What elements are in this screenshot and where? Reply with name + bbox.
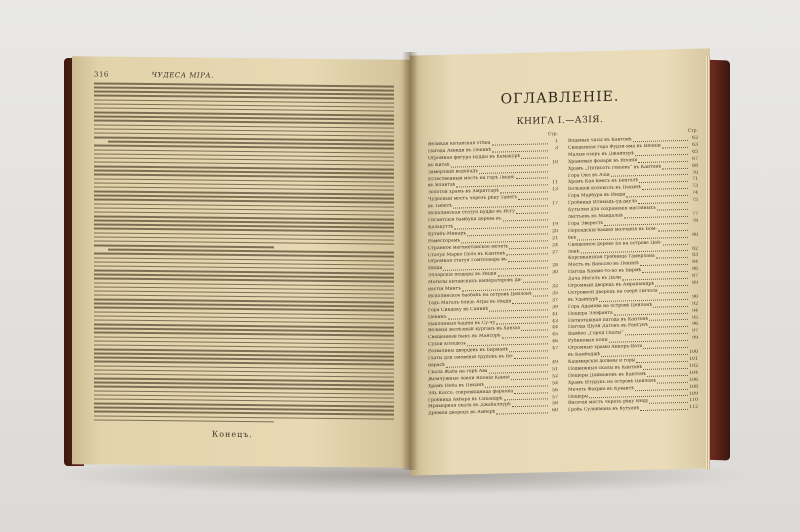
toc-entry-title: Бутылки для сохраненія масляныхъ <box>568 205 656 213</box>
toc-entry-title: Гора Марбура въ Индіи <box>568 192 626 200</box>
toc-entry-title: Гора Эверестъ <box>568 220 604 227</box>
toc-leader-dots <box>502 333 549 339</box>
toc-entry-title: Вамбоо „Город Скалы“ <box>568 330 624 338</box>
toc-entry-page: 58 <box>552 401 558 407</box>
toc-entry-page: 30 <box>552 270 558 276</box>
toc-entry-title: Естественный мостъ на горѣ Лиань <box>428 174 515 182</box>
toc-entry-title: Священный быкъ въ Майсорѣ <box>428 333 501 341</box>
toc-entry-title: въ Китаѣ <box>428 162 450 168</box>
toc-entry-page: 37 <box>552 297 558 304</box>
toc-leader-dots <box>614 309 688 316</box>
toc-entry-title: Островной дворецъ на озерѣ Пичола <box>568 288 658 296</box>
toc-entry-title: въ Удайпурѣ <box>568 296 599 303</box>
toc-entry-page: 84 <box>692 259 698 266</box>
toc-entry-title: Мечеть Фахрие въ Кувайтѣ <box>568 385 634 393</box>
book-gutter <box>402 52 418 470</box>
toc-entry-page: 109 <box>689 391 698 397</box>
toc-entry-title: Храмъ Кая Квесъ въ Бенгалѣ <box>568 178 639 186</box>
right-page <box>410 48 710 475</box>
toc-entry-page: 100 <box>689 349 698 355</box>
toc-entry-title: Рамессорамъ <box>428 238 461 244</box>
toc-entry-title: въ Ялантаѣ <box>428 182 456 189</box>
toc-leader-dots <box>467 340 548 347</box>
toc-entry-page: 28 <box>552 263 558 269</box>
toc-leader-dots <box>642 267 688 273</box>
toc-entry-page: 52 <box>552 373 558 380</box>
toc-entry-title: Водяные часы въ Кантонѣ <box>568 137 632 144</box>
toc-entry-title: Храмъ „Пятисотъ геніевъ“ въ Кантонѣ <box>568 164 662 172</box>
toc-leader-dots <box>516 208 548 214</box>
toc-leader-dots <box>638 157 688 163</box>
toc-leader-dots <box>601 350 688 357</box>
toc-entry-title: лонѣ <box>568 249 580 255</box>
toc-leader-dots <box>589 391 688 398</box>
toc-leader-dots <box>508 257 548 263</box>
toc-leader-dots <box>514 353 548 359</box>
toc-entry-title: Великій желѣзный курганъ въ Ханьхо <box>428 326 521 334</box>
toc-column-2 <box>568 129 698 415</box>
toc-entry-title: Скала Жаба на горѣ Ава <box>428 368 488 376</box>
toc-leader-dots <box>512 402 548 408</box>
toc-entry-page: 51 <box>552 366 558 373</box>
toc-entry-title: Пекинъ <box>428 314 447 320</box>
toc-entry-title: Кашмирскія долины и горы <box>568 358 636 365</box>
toc-entry-page: 80 <box>692 232 698 238</box>
toc-entry-page: 45 <box>552 332 558 338</box>
toc-leader-dots <box>496 319 548 325</box>
toc-title: ОГЛАВЛЕНІЕ. <box>500 88 620 108</box>
toc-leader-dots <box>492 139 548 145</box>
toc-leader-dots <box>662 163 688 169</box>
toc-entry-page: 112 <box>689 404 698 411</box>
toc-entry-page: 83 <box>692 253 698 259</box>
toc-entry-page: 54 <box>552 380 558 386</box>
toc-leader-dots <box>506 250 548 256</box>
toc-entry-page: 97 <box>692 329 698 335</box>
toc-entry-title: Священная гора Фудзи-яма въ Японіи <box>568 143 661 151</box>
toc-entry-page: 108 <box>689 384 698 390</box>
toc-entry-title: Великая китайская стѣна <box>428 140 491 148</box>
toc-leader-dots <box>509 243 548 249</box>
toc-leader-dots <box>635 150 688 156</box>
toc-entry-title: Малыя озеръ въ Джайпурѣ <box>568 151 634 158</box>
toc-entry-title: Огромные храмы Анкоръ-Вата <box>568 344 643 351</box>
toc-leader-dots <box>656 253 688 259</box>
toc-entry-page: 63 <box>692 142 698 148</box>
left-body-text <box>94 82 394 426</box>
toc-entry-title: Развалины дворцевъ въ Бирманѣ <box>428 347 509 355</box>
left-running-title: ЧУДЕСА МІРА. <box>151 71 214 80</box>
toc-entry-title: Калькуттѣ <box>428 224 454 231</box>
toc-leader-dots <box>500 188 548 194</box>
toc-entry-page: 62 <box>692 135 698 141</box>
toc-leader-dots <box>512 298 548 304</box>
toc-entry-page: 94 <box>692 308 698 314</box>
toc-leader-dots <box>533 291 548 296</box>
toc-entry-title: Большой колоколъ въ Пекинѣ <box>568 185 641 193</box>
right-page-edges <box>706 56 710 470</box>
toc-entry-title: Тадъ Магалъ близь Агры въ Индіи <box>428 299 512 307</box>
toc-entry-title: Рубиновые копи <box>568 338 608 345</box>
toc-leader-dots <box>626 191 688 197</box>
toc-leader-dots <box>659 288 688 294</box>
toc-leader-dots <box>599 295 688 302</box>
toc-entry-title: Гора Синдоку въ Санинѣ <box>428 306 489 313</box>
toc-entry-page: 92 <box>692 301 698 307</box>
toc-column-2-head: Стр. <box>687 128 698 134</box>
toc-entry-page: 19 <box>552 221 558 228</box>
toc-entry-page: 65 <box>692 149 698 155</box>
toc-leader-dots <box>516 174 548 180</box>
toc-entry-title: Гхаты для омовеній трупокъ въ Бе- <box>428 354 514 362</box>
toc-leader-dots <box>454 222 548 229</box>
toc-leader-dots <box>511 374 548 380</box>
toc-leader-dots <box>643 364 688 370</box>
toc-book-heading: КНИГА I.—АЗІЯ. <box>516 114 604 128</box>
toc-leader-dots <box>663 239 688 245</box>
toc-entry-page: 87 <box>692 273 698 279</box>
toc-leader-dots <box>638 198 688 204</box>
toc-leader-dots <box>503 215 548 221</box>
toc-entry-title: Пещеры <box>568 393 589 400</box>
toc-leader-dots <box>635 384 688 390</box>
toc-leader-dots <box>518 195 548 201</box>
toc-entry-page: 99 <box>692 335 698 342</box>
toc-leader-dots <box>636 357 688 363</box>
toc-entry-title: нарасѣ <box>428 362 445 369</box>
toc-entry-title: Странное магометанское мечеть <box>428 243 509 251</box>
toc-leader-dots <box>514 388 548 394</box>
toc-entry-title: Жемчужные ловли Японіи Канна <box>428 375 510 383</box>
toc-entry-title: Сухой колодезь <box>428 341 466 348</box>
toc-leader-dots <box>649 398 688 404</box>
toc-entry-title: Пещера Элефанта <box>568 310 613 317</box>
end-text: Конецъ. <box>212 429 253 440</box>
toc-entry-title: Мраморная скала въ Джабалпурѣ <box>428 402 511 410</box>
toc-entry-page: 41 <box>552 311 558 317</box>
toc-entry-page: 102 <box>689 363 698 369</box>
toc-leader-dots <box>451 160 548 167</box>
toc-entry-page: 110 <box>689 398 698 404</box>
toc-leader-dots <box>496 409 548 415</box>
toc-entry-title: Огромный дворецъ въ Амрашандрѣ <box>568 281 655 289</box>
toc-entry-page: 96 <box>692 322 698 328</box>
toc-entry-title: Кутабъ-Минаръ <box>428 231 467 238</box>
toc-entry-title: Древній дворецъ въ Амберѣ <box>428 409 496 417</box>
toc-leader-dots <box>649 315 688 321</box>
toc-leader-dots <box>467 229 548 236</box>
toc-entry-page: 70 <box>692 170 698 176</box>
toc-entry-title: Корсиканская гробница Тамерлана <box>568 254 655 262</box>
toc-leader-dots <box>658 226 688 232</box>
toc-column-1 <box>428 132 558 418</box>
toc-leader-dots <box>521 153 548 159</box>
toc-entry-page: 20 <box>552 228 558 234</box>
toc-entry-page: 75 <box>692 197 698 203</box>
toc-entry-title: Исполинская статуя Будды въ Исгу <box>428 209 515 217</box>
toc-leader-dots <box>489 305 548 311</box>
toc-entry-title: Гробница Акбара въ Сикандрѣ <box>428 395 503 403</box>
toc-entry-title: Исполинское баобабъ на островѣ Цейлонѣ <box>428 291 532 300</box>
toc-leader-dots <box>456 181 548 188</box>
toc-leader-dots <box>479 167 548 174</box>
toc-entry-page: 24 <box>552 242 558 248</box>
toc-entry-page: 56 <box>552 387 558 393</box>
toc-entry-page: 3 <box>555 145 558 152</box>
toc-entry-page: 71 <box>692 177 698 183</box>
toc-entry-page: 32 <box>552 284 558 290</box>
toc-entry-title: Мостъ въ Ваньсяо въ Пекинѣ <box>568 261 639 269</box>
text-line <box>94 419 274 422</box>
toc-entry-page: 46 <box>552 339 558 345</box>
toc-entry-page: 89 <box>692 280 698 286</box>
toc-leader-dots <box>453 201 548 208</box>
toc-entry-page: 106 <box>689 377 698 383</box>
toc-leader-dots <box>609 336 688 343</box>
toc-entry-title: Золотой храмъ въ Амритсарѣ <box>428 188 499 196</box>
toc-entry-title: Подвижныя скалы въ Кантонѣ <box>568 364 643 372</box>
toc-leader-dots <box>611 170 688 177</box>
toc-leader-dots <box>633 136 688 142</box>
toc-entry-title: Эллорскія пещеры въ Индіи <box>428 271 497 279</box>
toc-leader-dots <box>521 326 548 332</box>
toc-leader-dots <box>489 367 548 373</box>
toc-entry-title: Огромная фигура Будды въ Камакурѣ <box>428 153 521 162</box>
toc-leader-dots <box>498 271 548 277</box>
toc-leader-dots <box>643 343 688 349</box>
toc-leader-dots <box>492 146 548 152</box>
toc-entry-title: Могилы китайскихъ императоровъ ди- <box>428 278 523 286</box>
toc-entry-title: Огромная статуя Гомтеснара въ <box>428 257 507 265</box>
toc-leader-dots <box>647 371 688 377</box>
toc-entry-page: 104 <box>689 370 698 376</box>
toc-leader-dots <box>640 405 688 411</box>
toc-entry-page: 78 <box>692 218 698 224</box>
left-page-number: 316 <box>94 70 109 79</box>
toc-entry-title: Пагода Шуэй Дагонъ въ Рангунѣ <box>568 323 648 331</box>
toc-entry-title: Персидскія башни молчанія въ Бом- <box>568 226 657 234</box>
toc-entry-page: 82 <box>692 246 698 252</box>
toc-entry-title: Пятиэтажная пагода въ Кантонѣ <box>568 316 649 324</box>
toc-entry-title: Священное дерево Бо на острове Цей- <box>568 240 662 248</box>
toc-entry-page: 57 <box>552 394 558 400</box>
toc-entry-page: 95 <box>692 315 698 321</box>
toc-entry-page: 39 <box>552 304 558 310</box>
toc-entry-page: 86 <box>692 266 698 272</box>
toc-leader-dots <box>485 381 548 387</box>
toc-entry-title: въ Камбоджѣ <box>568 352 601 358</box>
toc-entry-title: Пещеры Даймоновъ въ Кантонѣ <box>568 371 646 379</box>
toc-leader-dots <box>523 277 548 283</box>
toc-entry-page: 10 <box>552 159 558 165</box>
toc-leader-dots <box>640 260 688 266</box>
toc-entry-title: Пагода Камме-то-ао въ Бирмѣ <box>568 268 642 276</box>
toc-entry-page: 68 <box>692 163 698 169</box>
toc-entry-title: въ Тибетѣ <box>428 203 452 210</box>
left-running-head <box>94 70 394 81</box>
toc-entry-title: Индіи <box>428 266 443 272</box>
toc-entry-title: Гробница Итимадъ-уд-даула <box>568 199 638 206</box>
toc-entry-title: Храмовые фонари въ Японіи <box>568 157 638 165</box>
toc-entry-title: Эль Кассо, сокровищница фараона <box>428 388 514 396</box>
toc-leader-dots <box>504 395 548 401</box>
toc-entry-title: Статуя Марко Поло въ Кантонѣ <box>428 250 506 258</box>
toc-entry-page: 47 <box>552 346 558 352</box>
toc-entry-page: 1 <box>555 139 558 145</box>
toc-entry-page: 21 <box>552 235 558 241</box>
toc-entry-page: 73 <box>692 183 698 190</box>
toc-leader-dots <box>462 284 548 291</box>
toc-column-1-head: Стр. <box>547 132 558 138</box>
toc-leader-dots <box>642 184 688 190</box>
toc-entry-title: Гробъ Сулеймана въ Кутуанѣ <box>568 406 640 414</box>
toc-entry-title: Висячій мостъ черезъ рѣку Инду <box>568 399 649 407</box>
toc-entry-page: 27 <box>552 249 558 255</box>
left-page <box>72 56 412 468</box>
toc-entry-title: Пагода Ахвиди въ Пекинѣ <box>428 147 492 155</box>
toc-entry-page: 17 <box>552 201 558 207</box>
toc-entry-title: Наклонныя башни въ Су-чу <box>428 320 496 327</box>
toc-entry-page: 60 <box>552 408 558 414</box>
toc-leader-dots <box>624 212 688 218</box>
toc-entry-page: 101 <box>689 356 698 362</box>
toc-leader-dots <box>662 143 688 149</box>
toc-entry-page: 35 <box>552 290 558 297</box>
toc-leader-dots <box>657 378 688 384</box>
toc-entry-title: настіи Мингъ <box>428 286 462 293</box>
toc-entry-page: 13 <box>552 187 558 193</box>
text-line <box>94 245 274 248</box>
toc-leader-dots <box>653 302 688 308</box>
toc-entry-title: Храмъ Неба въ Пекинѣ <box>428 382 485 389</box>
toc-leader-dots <box>625 329 688 335</box>
toc-leader-dots <box>655 281 688 287</box>
toc-entry-page: 44 <box>552 325 558 331</box>
toc-leader-dots <box>639 177 688 183</box>
toc-leader-dots <box>509 346 548 352</box>
toc-entry-page: 49 <box>552 360 558 366</box>
toc-entry-title: листьевъ въ Мандалаѣ <box>568 213 623 220</box>
toc-entry-page: 77 <box>692 211 698 217</box>
toc-leader-dots <box>604 219 688 226</box>
toc-entry-page: 74 <box>692 190 698 197</box>
toc-entry-page: 43 <box>552 318 558 324</box>
toc-leader-dots <box>622 274 688 281</box>
toc-leader-dots <box>657 205 688 211</box>
toc-leader-dots <box>461 236 548 243</box>
toc-entry-page: 11 <box>552 180 558 186</box>
toc-entry-page: 67 <box>692 156 698 162</box>
toc-entry-title: Гора Оил въ Азіи <box>568 172 610 179</box>
toc-entry-title: Гора Адамова на островѣ Цейлонѣ <box>568 302 653 310</box>
toc-entry-title: Гигантскія бамбуки дерева въ <box>428 216 502 224</box>
toc-entry-title: Чудесный мостъ черезъ рѣку Танегъ <box>428 195 518 203</box>
toc-entry-title: Храмъ Итурукъ на островѣ Цейлонѣ <box>568 378 657 386</box>
toc-entry-title: беѣ <box>568 235 577 241</box>
toc-entry-title: Дача Моголъ въ Дели <box>568 275 622 282</box>
toc-entry-page: 90 <box>692 294 698 300</box>
toc-leader-dots <box>649 322 688 328</box>
toc-entry-title: Замерзшій водопадъ <box>428 168 479 175</box>
